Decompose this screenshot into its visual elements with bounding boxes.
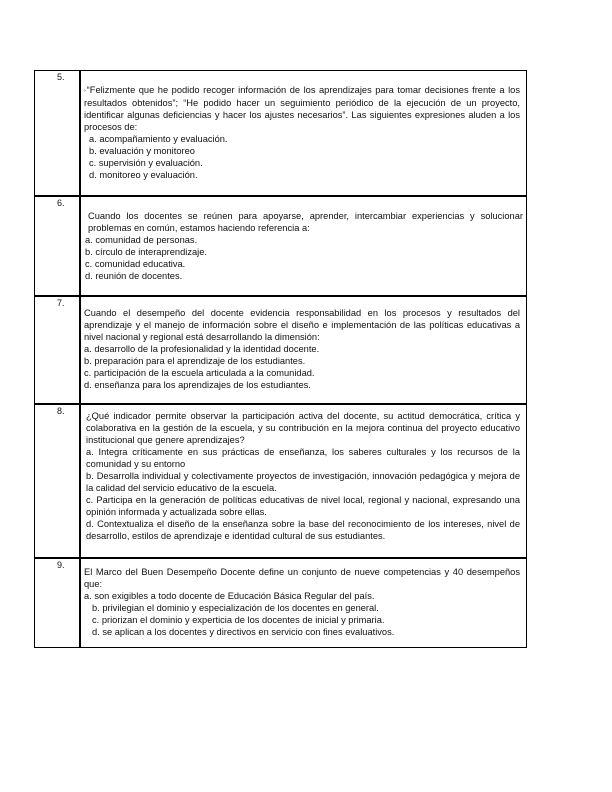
- row-divider: [34, 295, 527, 297]
- option-b: b. preparación para el aprendizaje de los estudiantes.: [84, 356, 306, 366]
- question-5: [84, 84, 520, 181]
- option-a: a. desarrollo de la profesionalidad y la identidad docente.: [84, 344, 320, 354]
- row-divider: [34, 403, 527, 405]
- question-7: [84, 307, 520, 391]
- option-c: c. comunidad educativa.: [85, 259, 186, 269]
- option-c: c. participación de la escuela articulada a la comunidad.: [84, 368, 315, 378]
- question-number: 6.: [57, 198, 65, 208]
- option-c: c. supervisión y evaluación.: [89, 157, 203, 168]
- question-number: 8.: [57, 406, 65, 416]
- option-d: d. enseñanza para los aprendizajes de los estudiantes.: [84, 380, 311, 390]
- option-a: a. Integra críticamente en sus prácticas de enseñanza, los saberes culturales y los recursos de la comunidad y su entorno: [86, 447, 520, 469]
- option-a: a. son exigibles a todo docente de Educación Básica Regular del país.: [84, 591, 375, 601]
- question-stem: ¿Qué indicador permite observar la participación activa del docente, su actitud democrática, crítica y colaborativa en la gestión de la escuela, y su contribución en la mejora continua del proyecto educativo institucional que genere aprendizajes?: [86, 411, 520, 445]
- question-8: [86, 410, 520, 542]
- option-b: b. Desarrolla individual y colectivamente proyectos de investigación, innovación pedagógica y mejora de la calidad del servicio educativo de la escuela.: [86, 471, 520, 493]
- option-b: b. círculo de interaprendizaje.: [85, 247, 207, 257]
- question-6: [85, 210, 523, 282]
- question-stem: Cuando el desempeño del docente evidencia responsabilidad en los procesos y resultados del aprendizaje y el manejo de información sobre el diseño e implementación de las políticas educativas a nivel nacional y regional está desarrollando la dimensión:: [84, 308, 520, 342]
- row-divider: [34, 557, 527, 559]
- option-d: d. Contextualiza el diseño de la enseñanza sobre la base del reconocimiento de los intereses, nivel de desarrollo, estilos de aprendizaje e identidad cultural de sus estudiantes.: [86, 519, 520, 541]
- option-b: b. evaluación y monitoreo: [89, 145, 195, 156]
- option-c: c. Participa en la generación de políticas educativas de nivel local, regional y nacional, expresando una opinión informada y actualizada sobre ellas.: [86, 495, 520, 517]
- option-d: d. reunión de docentes.: [85, 271, 183, 281]
- question-stem: [84, 84, 520, 133]
- option-d: d. monitoreo y evaluación.: [89, 169, 198, 180]
- row-divider: [34, 195, 527, 197]
- option-c: c. priorizan el dominio y experticia de los docentes de inicial y primaria.: [92, 615, 385, 625]
- option-a: a. comunidad de personas.: [85, 235, 198, 245]
- question-stem: El Marco del Buen Desempeño Docente define un conjunto de nueve competencias y 40 desempeños que:: [84, 567, 520, 589]
- question-stem-text: “Felizmente que he podido recoger información de los aprendizajes para tomar decisiones frente a los resultados obtenidos”; “He podido hacer un seguimiento periódico de la ejecución de un proyecto, identificar algunas deficiencias y hacer los ajustes necesarios”. Las siguientes expresiones aluden a los procesos de:: [84, 85, 520, 132]
- question-number: 5.: [57, 72, 65, 82]
- option-a: a. acompañamiento y evaluación.: [89, 133, 228, 144]
- question-9: [84, 566, 520, 638]
- question-number: 7.: [57, 298, 65, 308]
- question-number: 9.: [57, 560, 65, 570]
- option-b: b. privilegian el dominio y especialización de los docentes en general.: [92, 603, 379, 613]
- question-stem: Cuando los docentes se reúnen para apoyarse, aprender, intercambiar experiencias y solucionar problemas en común, estamos haciendo referencia a:: [88, 211, 523, 233]
- bullet-mark: ›: [84, 87, 86, 94]
- option-d: d. se aplican a los docentes y directivos en servicio con fines evaluativos.: [92, 627, 395, 637]
- column-divider: [79, 70, 81, 648]
